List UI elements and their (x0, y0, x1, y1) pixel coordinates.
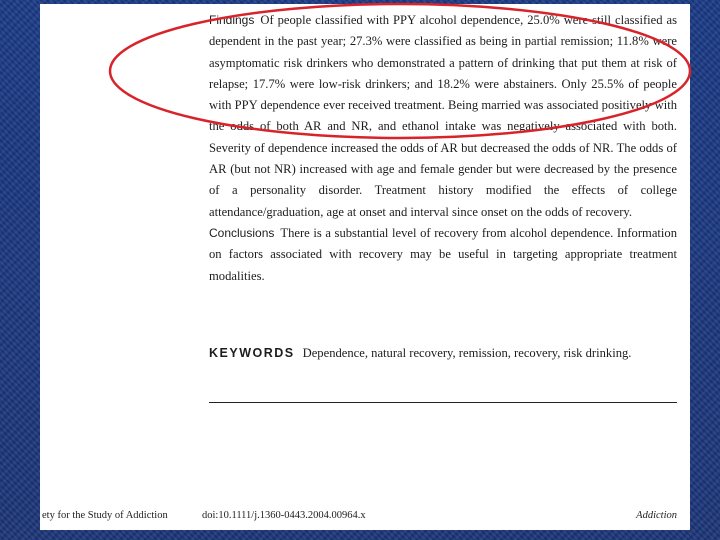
keywords-text: Dependence, natural recovery, remission, recovery, risk drinking. (302, 346, 632, 360)
findings-text: Of people classified with PPY alcohol dependence, 25.0% were still classified as dependent in the past year; 27.3% were classified as being in partial remission; 11.8% were asymptomatic risk drinkers who demonstrated a pattern of drinking that put them at risk of relapse; 17.7% were low-risk drinkers; and 18.2% were abstainers. Only 25.5% of people with PPY dependence ever received treatment. Being married was associated positively with the odds of both AR and NR, and ethanol intake was negatively associated with both. Severity of dependence increased the odds of AR but decreased the odds of NR. The odds of AR (but not NR) increased with age and female gender but were decreased by the presence of a personality disorder. Treatment history modified the effects of college attendance/graduation, age at onset and interval since onset on the odds of recovery. (209, 13, 677, 219)
findings-paragraph (209, 10, 677, 223)
footer-doi: doi:10.1111/j.1360-0443.2004.00964.x (202, 510, 366, 521)
footer-journal: Addiction (636, 510, 677, 521)
conclusions-paragraph (209, 223, 677, 287)
keywords-label: KEYWORDS (209, 346, 295, 360)
conclusions-label: Conclusions (209, 225, 275, 240)
abstract-body (209, 10, 677, 287)
findings-label: Findings (209, 13, 255, 27)
keywords-paragraph (209, 342, 677, 364)
footer-society: ety for the Study of Addiction (42, 510, 168, 521)
document-page (40, 4, 690, 530)
page-footer (40, 510, 690, 526)
conclusions-text: There is a substantial level of recovery from alcohol dependence. Information on factors associated with recovery may be useful in targeting appropriate treatment modalities. (209, 225, 677, 283)
divider-line (209, 402, 677, 403)
